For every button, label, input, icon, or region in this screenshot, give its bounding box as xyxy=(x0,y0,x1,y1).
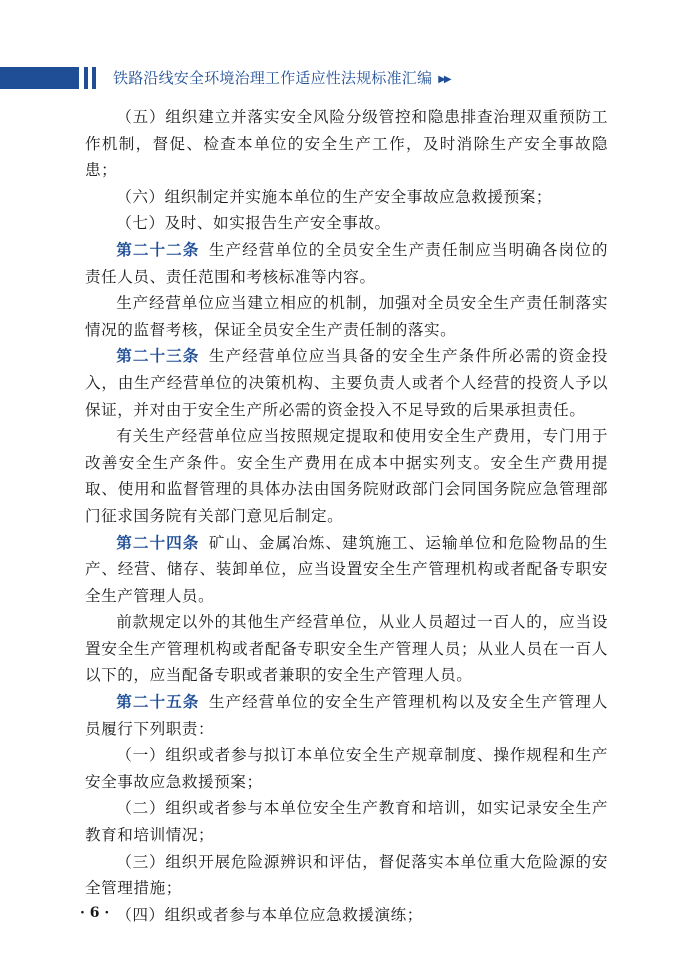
body-paragraph xyxy=(85,210,608,237)
paragraph-text: （七）及时、如实报告生产安全事故。 xyxy=(116,214,391,233)
paragraph-text: （四）组织或者参与本单位应急救援演练； xyxy=(116,905,423,924)
body-paragraph xyxy=(85,184,608,211)
body-paragraph xyxy=(85,849,608,902)
body-paragraph xyxy=(85,795,608,848)
page-body xyxy=(85,104,608,928)
paragraph-text: 生产经营单位的安全生产管理机构以及安全生产管理人员履行下列职责： xyxy=(85,693,608,738)
paragraph-text: （六）组织制定并实施本单位的生产安全事故应急救援预案； xyxy=(116,187,553,206)
article-paragraph xyxy=(85,530,608,610)
body-paragraph xyxy=(85,290,608,343)
header-stripe-2 xyxy=(92,67,96,89)
running-header-text: 铁路沿线安全环境治理工作适应性法规标准汇编 xyxy=(113,69,433,87)
double-arrow-icon: ▶▶ xyxy=(438,74,450,85)
article-paragraph xyxy=(85,343,608,423)
paragraph-text: 前款规定以外的其他生产经营单位，从业人员超过一百人的，应当设置安全生产管理机构或者配备专职安全生产管理人员；从业人员在一百人以下的，应当配备专职或者兼职的安全生产管理人员。 xyxy=(85,613,608,685)
body-paragraph xyxy=(85,423,608,529)
paragraph-text: 生产经营单位应当建立相应的机制，加强对全员安全生产责任制落实情况的监督考核，保证全员安全生产责任制的落实。 xyxy=(85,294,608,339)
paragraph-text: （一）组织或者参与拟订本单位安全生产规章制度、操作规程和生产安全事故应急救援预案； xyxy=(85,746,608,791)
article-number: 第二十二条 xyxy=(116,239,200,259)
body-paragraph xyxy=(85,609,608,689)
header-color-bar xyxy=(0,67,79,89)
article-number: 第二十四条 xyxy=(116,532,200,552)
article-paragraph xyxy=(85,689,608,742)
paragraph-text: 生产经营单位的全员安全生产责任制应当明确各岗位的责任人员、责任范围和考核标准等内容。 xyxy=(85,240,608,286)
paragraph-text: 矿山、金属冶炼、建筑施工、运输单位和危险物品的生产、经营、储存、装卸单位，应当设置安全生产管理机构或者配备专职安全生产管理人员。 xyxy=(85,533,608,605)
header-stripe-1 xyxy=(84,67,88,89)
article-number: 第二十五条 xyxy=(116,692,200,712)
body-paragraph xyxy=(85,742,608,795)
paragraph-text: （五）组织建立并落实安全风险分级管控和隐患排查治理双重预防工作机制，督促、检查本单位的安全生产工作，及时消除生产安全事故隐患； xyxy=(85,108,608,180)
body-paragraph xyxy=(85,902,608,929)
body-paragraph xyxy=(85,104,608,184)
article-number: 第二十三条 xyxy=(116,346,200,366)
page-number: · 6 · xyxy=(80,905,110,921)
paragraph-text: 有关生产经营单位应当按照规定提取和使用安全生产费用，专门用于改善安全生产条件。安全生产费用在成本中据实列支。安全生产费用提取、使用和监督管理的具体办法由国务院财政部门会同国务院应急管理部门征求国务院有关部门意见后制定。 xyxy=(85,427,608,525)
paragraph-text: （二）组织或者参与本单位安全生产教育和培训，如实记录安全生产教育和培训情况； xyxy=(85,799,608,845)
running-header xyxy=(113,66,450,90)
article-paragraph xyxy=(85,237,608,290)
paragraph-text: （三）组织开展危险源辨识和评估，督促落实本单位重大危险源的安全管理措施； xyxy=(85,852,608,898)
paragraph-text: 生产经营单位应当具备的安全生产条件所必需的资金投入，由生产经营单位的决策机构、主要负责人或者个人经营的投资人予以保证，并对由于安全生产所必需的资金投入不足导致的后果承担责任。 xyxy=(85,347,608,419)
